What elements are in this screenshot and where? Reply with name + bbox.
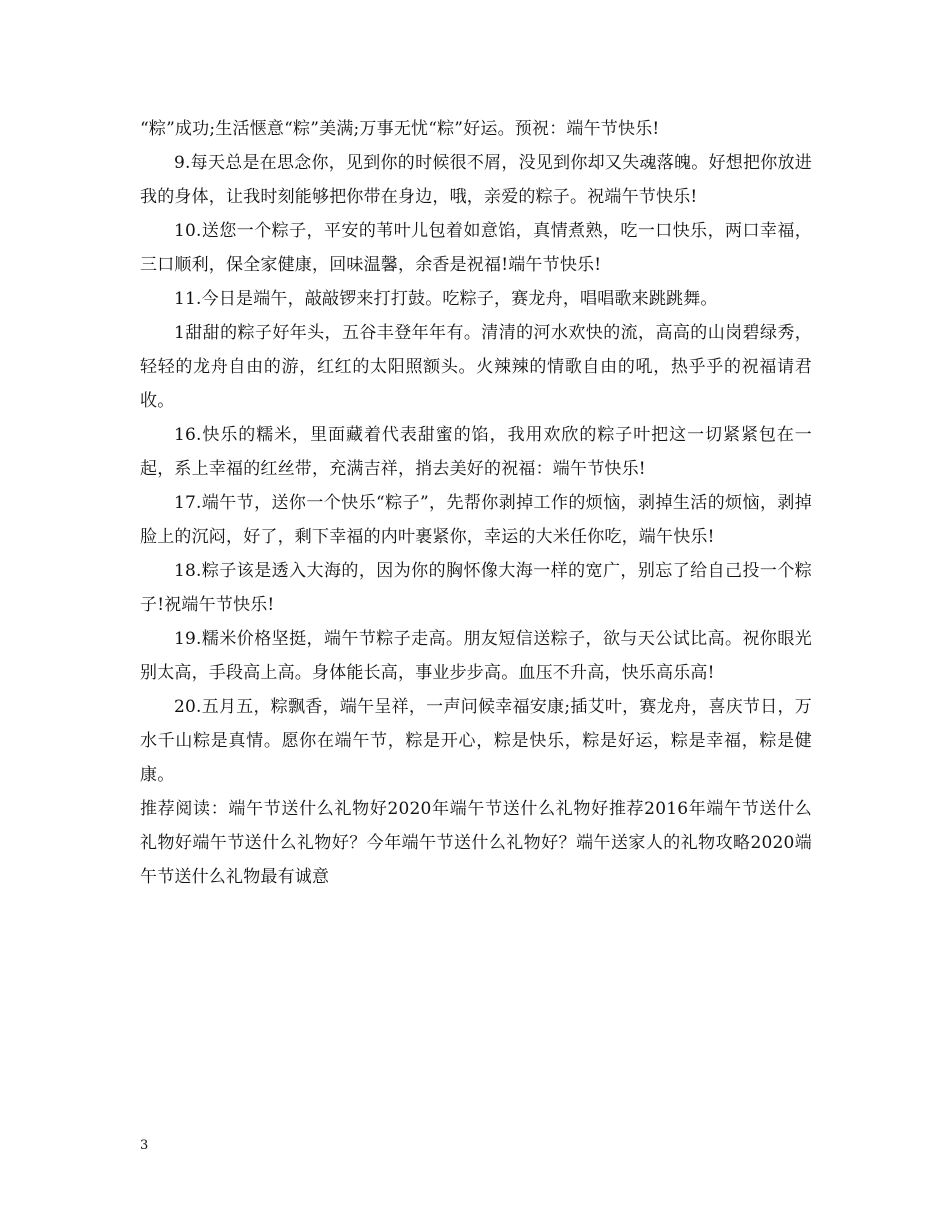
paragraph: 20.五月五，粽飘香，端午呈祥，一声问候幸福安康;插艾叶，赛龙舟，喜庆节日，万水千山粽是真情。愿你在端午节，粽是开心，粽是快乐，粽是好运，粽是幸福，粽是健康。 [140,697,812,785]
paragraph: 10.送您一个粽子，平安的苇叶儿包着如意馅，真情煮熟，吃一口快乐，两口幸福，三口顺利，保全家健康，回味温馨，余香是祝福!端午节快乐! [140,221,812,275]
paragraph: 18.粽子该是透入大海的，因为你的胸怀像大海一样的宽广，别忘了给自己投一个粽子!祝端午节快乐! [140,561,812,615]
paragraph: 11.今日是端午，敲敲锣来打打鼓。吃粽子，赛龙舟，唱唱歌来跳跳舞。 [174,289,718,309]
paragraph: 推荐阅读：端午节送什么礼物好2020年端午节送什么礼物好推荐2016年端午节送什么礼物好端午节送什么礼物好？今年端午节送什么礼物好？端午送家人的礼物攻略2020端午节送什么礼物最有诚意 [140,799,812,887]
paragraph: 19.糯米价格坚挺，端午节粽子走高。朋友短信送粽子，欲与天公试比高。祝你眼光别太高，手段高上高。身体能长高，事业步步高。血压不升高，快乐高乐高! [140,629,812,683]
paragraph: “粽”成功;生活惬意“粽”美满;万事无忧“粽”好运。预祝：端午节快乐! [140,119,660,139]
page-number: 3 [140,1138,149,1153]
document-body [140,112,812,894]
paragraph: 17.端午节，送你一个快乐“粽子”，先帮你剥掉工作的烦恼，剥掉生活的烦恼，剥掉脸上的沉闷，好了，剩下幸福的内叶裹紧你，幸运的大米任你吃，端午快乐! [140,493,812,547]
paragraph: 9.每天总是在思念你，见到你的时候很不屑，没见到你却又失魂落魄。好想把你放进我的身体，让我时刻能够把你带在身边，哦，亲爱的粽子。祝端午节快乐! [140,153,812,207]
paragraph: 16.快乐的糯米，里面藏着代表甜蜜的馅，我用欢欣的粽子叶把这一切紧紧包在一起，系上幸福的红丝带，充满吉祥，捎去美好的祝福：端午节快乐! [140,425,812,479]
paragraph: 1甜甜的粽子好年头，五谷丰登年年有。清清的河水欢快的流，高高的山岗碧绿秀，轻轻的龙舟自由的游，红红的太阳照额头。火辣辣的情歌自由的吼，热乎乎的祝福请君收。 [140,323,812,411]
